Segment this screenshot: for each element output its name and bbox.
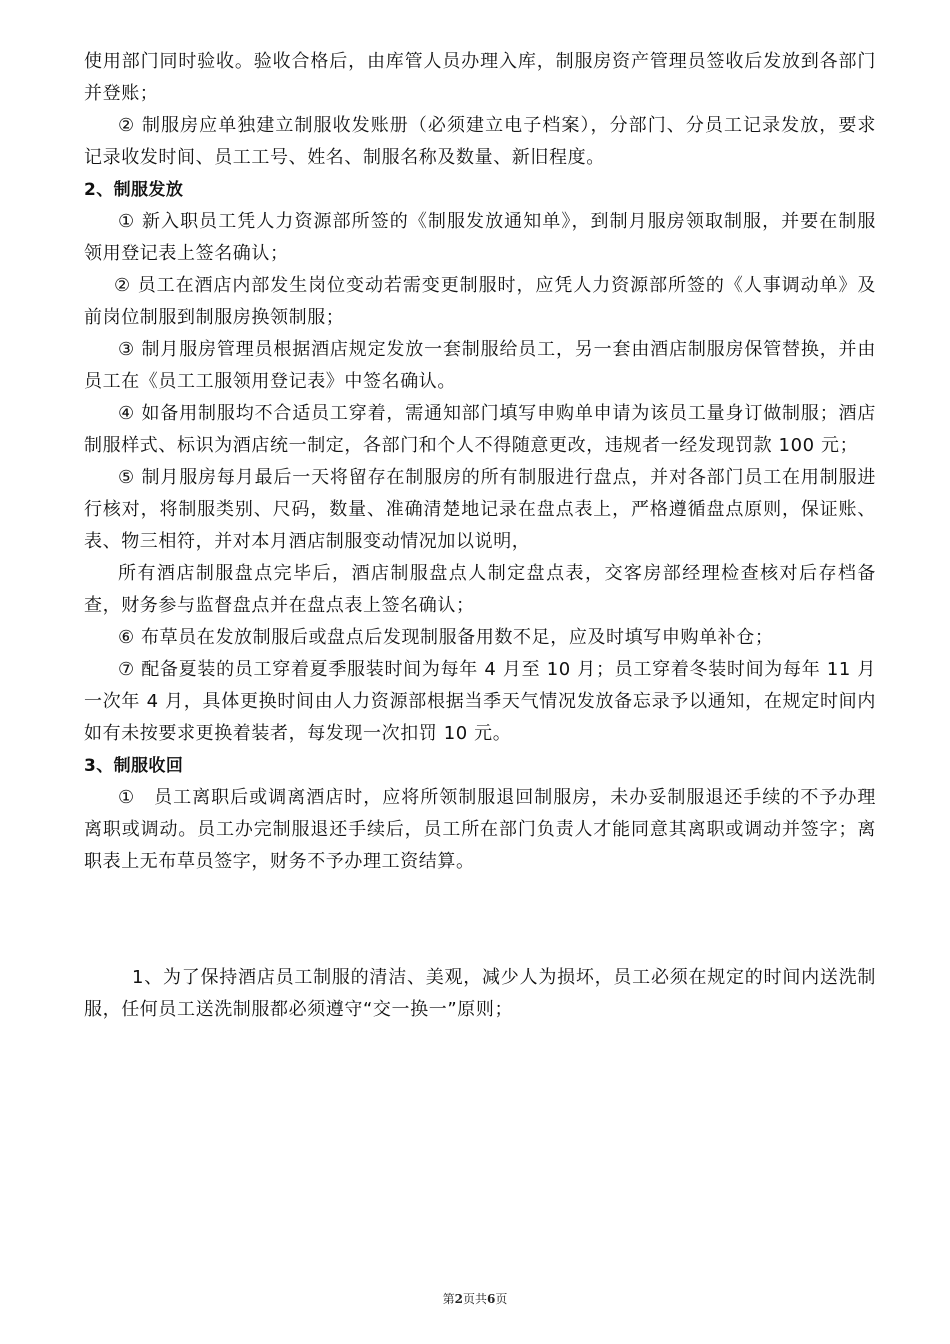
paragraph-laundry-rule: 1、为了保持酒店员工制服的清洁、美观，减少人为损坏，员工必须在规定的时间内送洗制服，任何员工送洗制服都必须遵守“交一换一”原则；	[84, 967, 876, 1020]
paragraph-custom-made: ④ 如备用制服均不合适员工穿着，需通知部门填写申购单申请为该员工量身订做制服；酒店制服样式、标识为酒店统一制定，各部门和个人不得随意更改，违规者一经发现罚款 100 元；	[84, 403, 876, 456]
paragraph-resignation: ① 员工离职后或调离酒店时，应将所领制服退回制服房，未办妥制服退还手续的不予办理离职或调动。员工办完制服退还手续后，员工所在部门负责人才能同意其离职或调动并签字；离职表上无布草员签字，财务不予办理工资结算。	[84, 787, 876, 872]
paragraph-count-report: 所有酒店制服盘点完毕后，酒店制服盘点人制定盘点表，交客房部经理检查核对后存档备查，财务参与监督盘点并在盘点表上签名确认；	[84, 563, 876, 616]
section-heading-issue: 2、制服发放	[84, 180, 184, 200]
paragraph-ledger: ② 制服房应单独建立制服收发账册（必须建立电子档案），分部门、分员工记录发放，要求记录收发时间、员工工号、姓名、制服名称及数量、新旧程度。	[84, 115, 876, 168]
paragraph-acceptance: 使用部门同时验收。验收合格后，由库管人员办理入库，制服房资产管理员签收后发放到各部门并登账；	[84, 51, 876, 104]
paragraph-seasonal: ⑦ 配备夏装的员工穿着夏季服装时间为每年 4 月至 10 月；员工穿着冬装时间为每年 11 月一次年 4 月，具体更换时间由人力资源部根据当季天气情况发放备忘录予以通知，在规定时间内如有未按要求更换着装者，每发现一次扣罚 10 元。	[84, 659, 876, 744]
footer-prefix: 第	[442, 1292, 455, 1306]
document-body	[84, 46, 876, 1026]
footer-current-page: 2	[454, 1292, 463, 1306]
paragraph-new-employee: ① 新入职员工凭人力资源部所签的《制服发放通知单》，到制月服房领取制服，并要在制服领用登记表上签名确认；	[84, 211, 876, 264]
paragraph-transfer: ② 员工在酒店内部发生岗位变动若需变更制服时，应凭人力资源部所签的《人事调动单》及前岗位制服到制服房换领制服；	[84, 275, 876, 328]
footer-total-pages: 6	[487, 1292, 496, 1306]
footer-middle: 页共	[462, 1292, 487, 1306]
blank-gap	[84, 878, 876, 962]
footer-suffix: 页	[495, 1292, 508, 1306]
section-heading-return: 3、制服收回	[84, 756, 184, 776]
paragraph-restock: ⑥ 布草员在发放制服后或盘点后发现制服备用数不足，应及时填写申购单补仓；	[118, 627, 774, 648]
page-number-footer	[0, 1290, 950, 1307]
paragraph-monthly-count: ⑤ 制月服房每月最后一天将留存在制服房的所有制服进行盘点，并对各部门员工在用制服进行核对，将制服类别、尺码，数量、准确清楚地记录在盘点表上，严格遵循盘点原则，保证账、表、物三相符，并对本月酒店制服变动情况加以说明，	[84, 467, 876, 552]
paragraph-issue-set: ③ 制月服房管理员根据酒店规定发放一套制服给员工，另一套由酒店制服房保管替换，并由员工在《员工工服领用登记表》中签名确认。	[84, 339, 876, 392]
